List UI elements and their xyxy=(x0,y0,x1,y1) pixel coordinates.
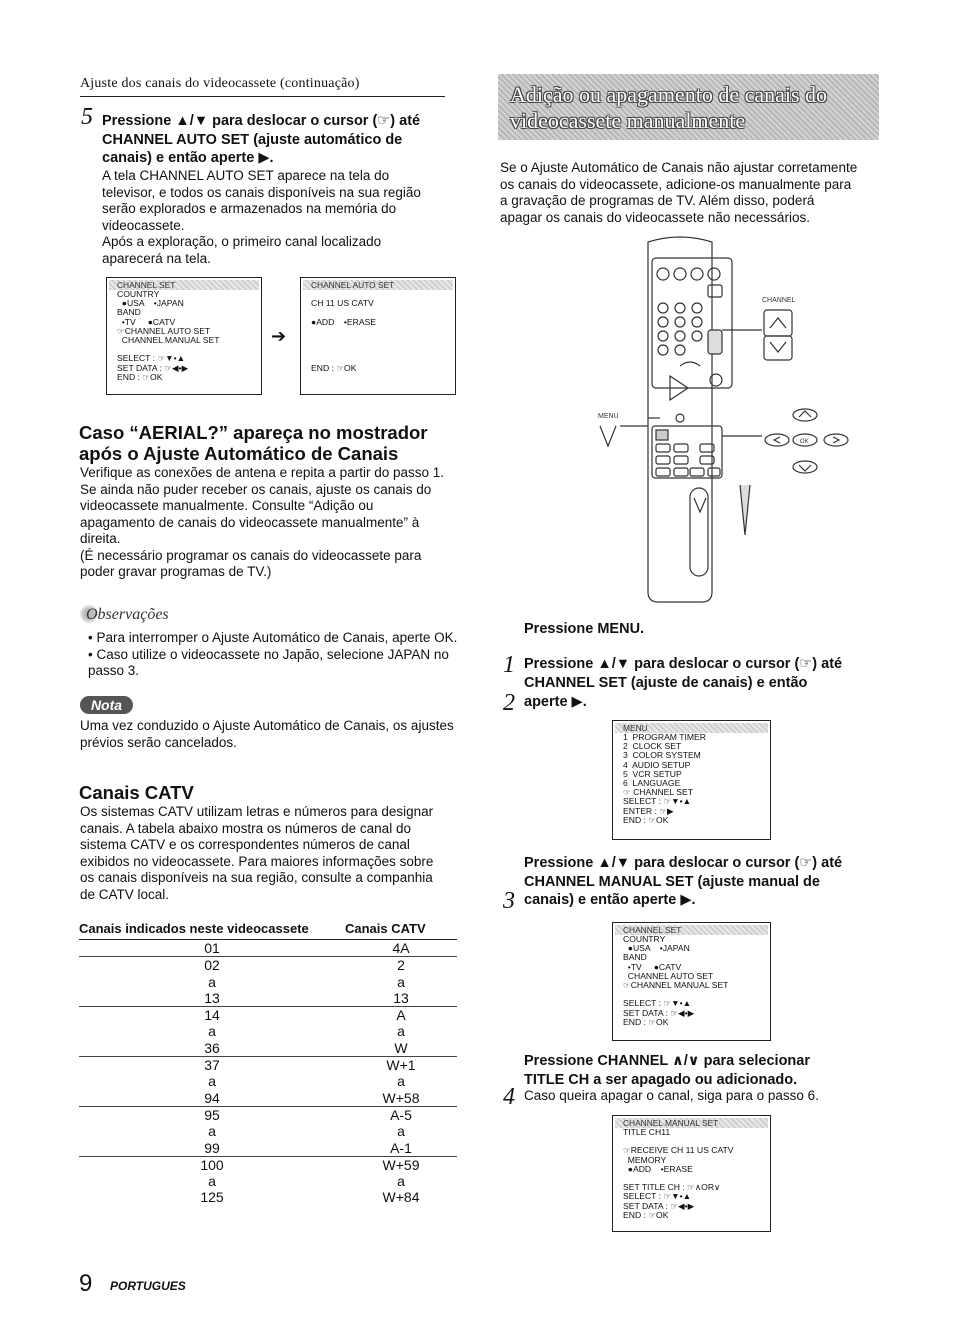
text-line: os canais disponíveis na sua região, consulte a companhia xyxy=(80,870,433,885)
text-line: Se o Ajuste Automático de Canais não ajustar corretamente xyxy=(500,160,858,175)
aerial-body xyxy=(80,465,460,581)
osd-line: BAND xyxy=(623,952,647,963)
osd-lines xyxy=(107,290,261,382)
cell-catv-channel: a xyxy=(397,1173,405,1190)
text-line: os canais do videocassete, adicione-os manualmente para xyxy=(500,176,852,192)
osd-line: COUNTRY xyxy=(117,289,160,299)
osd-line: ☞RECEIVE CH 11 US CATV xyxy=(623,1145,734,1156)
table-row xyxy=(79,957,457,974)
table-row xyxy=(79,1123,457,1139)
step-3-instruction: Pressione ▲/▼ para deslocar o cursor (☞) até CHANNEL MANUAL SET (ajuste manual de canais) e então aperte ▶. xyxy=(524,855,843,908)
text-line: Uma vez conduzido o Ajuste Automático de Canais, os ajustes xyxy=(80,718,454,733)
osd-line: SET DATA : ☞◀•▶ xyxy=(623,1200,695,1211)
cell-catv-channel: a xyxy=(397,1073,405,1090)
cell-catv-channel: 4A xyxy=(345,940,457,957)
osd-channel-auto-set xyxy=(300,277,456,395)
table-row xyxy=(79,1040,457,1057)
catv-body xyxy=(80,804,460,903)
table-row xyxy=(79,1090,457,1107)
osd-line: END : ☞OK xyxy=(117,371,163,382)
step-2-number: 2 xyxy=(503,690,515,716)
osd-channel-set-manual xyxy=(612,922,771,1041)
cell-vcr-channel: 99 xyxy=(204,1139,220,1156)
text-line: serão explorados e armazenados na memória do xyxy=(102,201,397,216)
table-row xyxy=(79,1073,457,1089)
text-line: de CATV local. xyxy=(80,886,170,902)
table-row xyxy=(79,990,457,1007)
osd-line: COUNTRY xyxy=(623,934,666,944)
osd-line: SELECT : ☞▼•▲ xyxy=(623,796,692,807)
table-header-vcr: Canais indicados neste videocassete xyxy=(79,921,345,940)
text-line: A tela CHANNEL AUTO SET aparece na tela do xyxy=(102,168,390,183)
text-line: Se ainda não puder receber os canais, ajuste os canais do xyxy=(80,481,432,497)
text-line: passo 3. xyxy=(88,663,140,678)
cell-vcr-channel: a xyxy=(208,1123,216,1140)
remote-control-illustration xyxy=(590,230,860,605)
osd-line: SET DATA : ☞◀•▶ xyxy=(117,362,189,373)
cell-vcr-channel: 95 xyxy=(79,1106,345,1123)
step-4-instruction: Pressione CHANNEL ∧/∨ para selecionar TITLE CH a ser apagado ou adicionado. xyxy=(524,1053,810,1088)
table-body xyxy=(79,940,457,1206)
osd-line: TITLE CH11 xyxy=(623,1127,671,1137)
osd-line: 4 AUDIO SETUP xyxy=(623,759,691,770)
osd-line xyxy=(301,345,455,354)
intro-text xyxy=(500,160,890,226)
osd-title-bar: CHANNEL SET xyxy=(109,280,259,290)
step-4-number: 4 xyxy=(503,1084,515,1110)
osd-line: 6 LANGUAGE xyxy=(623,778,681,789)
text-line: prévios serão cancelados. xyxy=(80,734,237,750)
osd-line: 2 CLOCK SET xyxy=(623,741,682,752)
osd-line: CHANNEL MANUAL SET xyxy=(117,335,220,346)
step-5-number: 5 xyxy=(81,104,93,130)
osd-line: END : ☞OK xyxy=(623,1016,669,1027)
cell-catv-channel: W+58 xyxy=(382,1089,420,1106)
text-line: a gravação de programas de TV. Além disso, poderá xyxy=(500,193,815,208)
osd-line: END : ☞OK xyxy=(311,362,357,373)
osd-lines xyxy=(613,935,770,1027)
table-row xyxy=(79,940,457,957)
continuation-title: Ajuste dos canais do videocassete (continuação) xyxy=(80,76,360,91)
cell-catv-channel: A-1 xyxy=(390,1139,412,1156)
text-line: • Caso utilize o videocassete no Japão, selecione JAPAN no xyxy=(88,646,449,662)
cell-catv-channel: W+1 xyxy=(345,1057,457,1074)
osd-title-bar: CHANNEL AUTO SET xyxy=(303,280,453,290)
ok-label: OK xyxy=(800,439,809,445)
section-banner: Adição ou apagamento de canais do videocassete manualmente xyxy=(498,74,879,140)
table-row xyxy=(79,1140,457,1157)
text-line: canais. A tabela abaixo mostra os números de canal do xyxy=(80,820,411,836)
arrow-icon: ➔ xyxy=(271,326,287,346)
table-row xyxy=(79,1106,457,1123)
osd-line: ENTER : ☞▶ xyxy=(623,805,674,816)
cell-vcr-channel: 125 xyxy=(200,1189,224,1206)
osd-line: END : ☞OK xyxy=(623,1209,669,1220)
observations-title: Observações xyxy=(86,606,169,623)
osd-line: ●USA •JAPAN xyxy=(117,298,184,309)
osd-line: ☞CHANNEL MANUAL SET xyxy=(623,980,729,991)
osd-line: SELECT : ☞▼•▲ xyxy=(623,1191,692,1202)
osd-title-bar: MENU xyxy=(615,723,768,733)
osd-menu xyxy=(612,720,771,840)
text-line: exibidos no videocassete. Para maiores informações sobre xyxy=(80,853,434,869)
osd-line: MEMORY xyxy=(623,1154,667,1165)
step-5-body xyxy=(102,168,462,267)
text-line: Verifique as conexões de antena e repita a partir do passo 1. xyxy=(80,465,444,480)
text-line: videocassete manualmente. Consulte “Adição ou xyxy=(80,498,374,513)
table-row xyxy=(79,1156,457,1173)
cell-vcr-channel: 01 xyxy=(79,940,345,957)
aerial-heading: Caso “AERIAL?” apareça no mostrador após o Ajuste Automático de Canais xyxy=(79,422,428,464)
cell-catv-channel: a xyxy=(397,973,405,990)
osd-line: BAND xyxy=(117,307,141,318)
catv-table xyxy=(79,921,457,1206)
text-line: televisor, e todos os canais disponíveis na sua região xyxy=(102,184,421,200)
text-line: videocassete. xyxy=(102,217,185,233)
cell-catv-channel: W+84 xyxy=(382,1189,420,1206)
osd-line: SELECT : ☞▼•▲ xyxy=(117,353,186,364)
cell-catv-channel: 13 xyxy=(393,989,409,1006)
cell-catv-channel: A-5 xyxy=(345,1106,457,1123)
table-row xyxy=(79,974,457,990)
text-line: (É necessário programar os canais do videocassete para xyxy=(80,547,422,563)
cell-vcr-channel: 94 xyxy=(204,1089,220,1106)
osd-line: CH 11 US CATV xyxy=(311,298,374,309)
osd-lines xyxy=(613,733,770,825)
osd-title-bar: CHANNEL MANUAL SET xyxy=(615,1118,768,1128)
osd-line: SET TITLE CH : ☞∧OR∨ xyxy=(623,1182,721,1193)
language-label: PORTUGUES xyxy=(110,1279,186,1293)
table-row xyxy=(79,1057,457,1074)
osd-line: END : ☞OK xyxy=(623,814,669,825)
cell-catv-channel: A xyxy=(345,1007,457,1024)
table-header-catv: Canais CATV xyxy=(345,921,457,940)
osd-title-bar: CHANNEL SET xyxy=(615,925,768,935)
cell-vcr-channel: 36 xyxy=(204,1039,220,1056)
osd-line: ☞CHANNEL AUTO SET xyxy=(117,325,211,336)
text-line: sistema CATV e os correspondentes números de canal xyxy=(80,837,410,852)
text-line: aparecerá na tela. xyxy=(102,250,211,266)
cell-catv-channel: W xyxy=(394,1039,408,1056)
table-row xyxy=(79,1023,457,1039)
step-menu-instruction: Pressione MENU. xyxy=(524,621,645,637)
cell-catv-channel: a xyxy=(397,1123,405,1140)
osd-line: ●ADD •ERASE xyxy=(623,1163,693,1174)
step-2-instruction: aperte ▶. xyxy=(524,694,587,710)
table-row xyxy=(79,1007,457,1024)
text-line: Os sistemas CATV utilizam letras e números para designar xyxy=(80,804,434,819)
osd-line: ●ADD •ERASE xyxy=(311,316,377,327)
menu-label: MENU xyxy=(598,413,619,420)
osd-lines xyxy=(613,1128,770,1220)
cell-vcr-channel: a xyxy=(208,973,216,990)
cell-catv-channel: W+59 xyxy=(345,1156,457,1173)
table-row xyxy=(79,1173,457,1189)
osd-line: 3 COLOR SYSTEM xyxy=(623,750,701,761)
cell-vcr-channel: 37 xyxy=(79,1057,345,1074)
step-1-instruction: Pressione ▲/▼ para deslocar o cursor (☞) até CHANNEL SET (ajuste de canais) e então xyxy=(524,656,843,691)
observations-list xyxy=(88,630,468,680)
step-3-number: 3 xyxy=(503,888,515,914)
title-rule xyxy=(80,96,445,97)
cell-vcr-channel: 100 xyxy=(79,1156,345,1173)
step-1-number: 1 xyxy=(503,652,515,678)
osd-line: SELECT : ☞▼•▲ xyxy=(623,998,692,1009)
osd-line: CHANNEL AUTO SET xyxy=(623,970,714,981)
page-number: 9 xyxy=(79,1270,93,1297)
osd-line xyxy=(301,327,455,336)
cell-vcr-channel: a xyxy=(208,1173,216,1190)
catv-heading: Canais CATV xyxy=(79,782,194,803)
osd-line: ☞ CHANNEL SET xyxy=(623,787,693,798)
osd-channel-set xyxy=(106,277,262,395)
osd-line: SET DATA : ☞◀•▶ xyxy=(623,1007,695,1018)
cell-catv-channel: 2 xyxy=(345,957,457,974)
cell-vcr-channel: 02 xyxy=(79,957,345,974)
cell-catv-channel: a xyxy=(397,1023,405,1040)
osd-channel-manual-set xyxy=(612,1115,771,1232)
osd-line: ●USA •JAPAN xyxy=(623,943,690,954)
osd-line: 1 PROGRAM TIMER xyxy=(623,732,706,742)
table-row xyxy=(79,1189,457,1205)
step-5-instruction: Pressione ▲/▼ para deslocar o cursor (☞) até CHANNEL AUTO SET (ajuste automático de canais) e então aperte ▶. xyxy=(102,113,421,166)
text-line: apagamento de canais do videocassete manualmente” à xyxy=(80,514,420,530)
nota-badge: Nota xyxy=(80,696,133,714)
osd-line xyxy=(301,336,455,345)
text-line: direita. xyxy=(80,531,121,546)
osd-line: •TV ●CATV xyxy=(117,316,176,327)
step-4-body: Caso queira apagar o canal, siga para o passo 6. xyxy=(524,1088,819,1103)
cell-vcr-channel: 14 xyxy=(79,1007,345,1024)
text-line: Após a exploração, o primeiro canal localizado xyxy=(102,234,382,249)
text-line: • Para interromper o Ajuste Automático de Canais, aperte OK. xyxy=(88,630,458,645)
channel-label: CHANNEL xyxy=(762,297,796,304)
nota-body xyxy=(80,718,460,751)
cell-vcr-channel: 13 xyxy=(204,989,220,1006)
cell-vcr-channel: a xyxy=(208,1023,216,1040)
text-line: apagar os canais do videocassete não necessários. xyxy=(500,209,810,225)
cell-vcr-channel: a xyxy=(208,1073,216,1090)
osd-line: •TV ●CATV xyxy=(623,961,682,972)
text-line: poder gravar programas de TV.) xyxy=(80,564,272,579)
osd-lines xyxy=(301,290,455,373)
osd-line: 5 VCR SETUP xyxy=(623,768,682,779)
